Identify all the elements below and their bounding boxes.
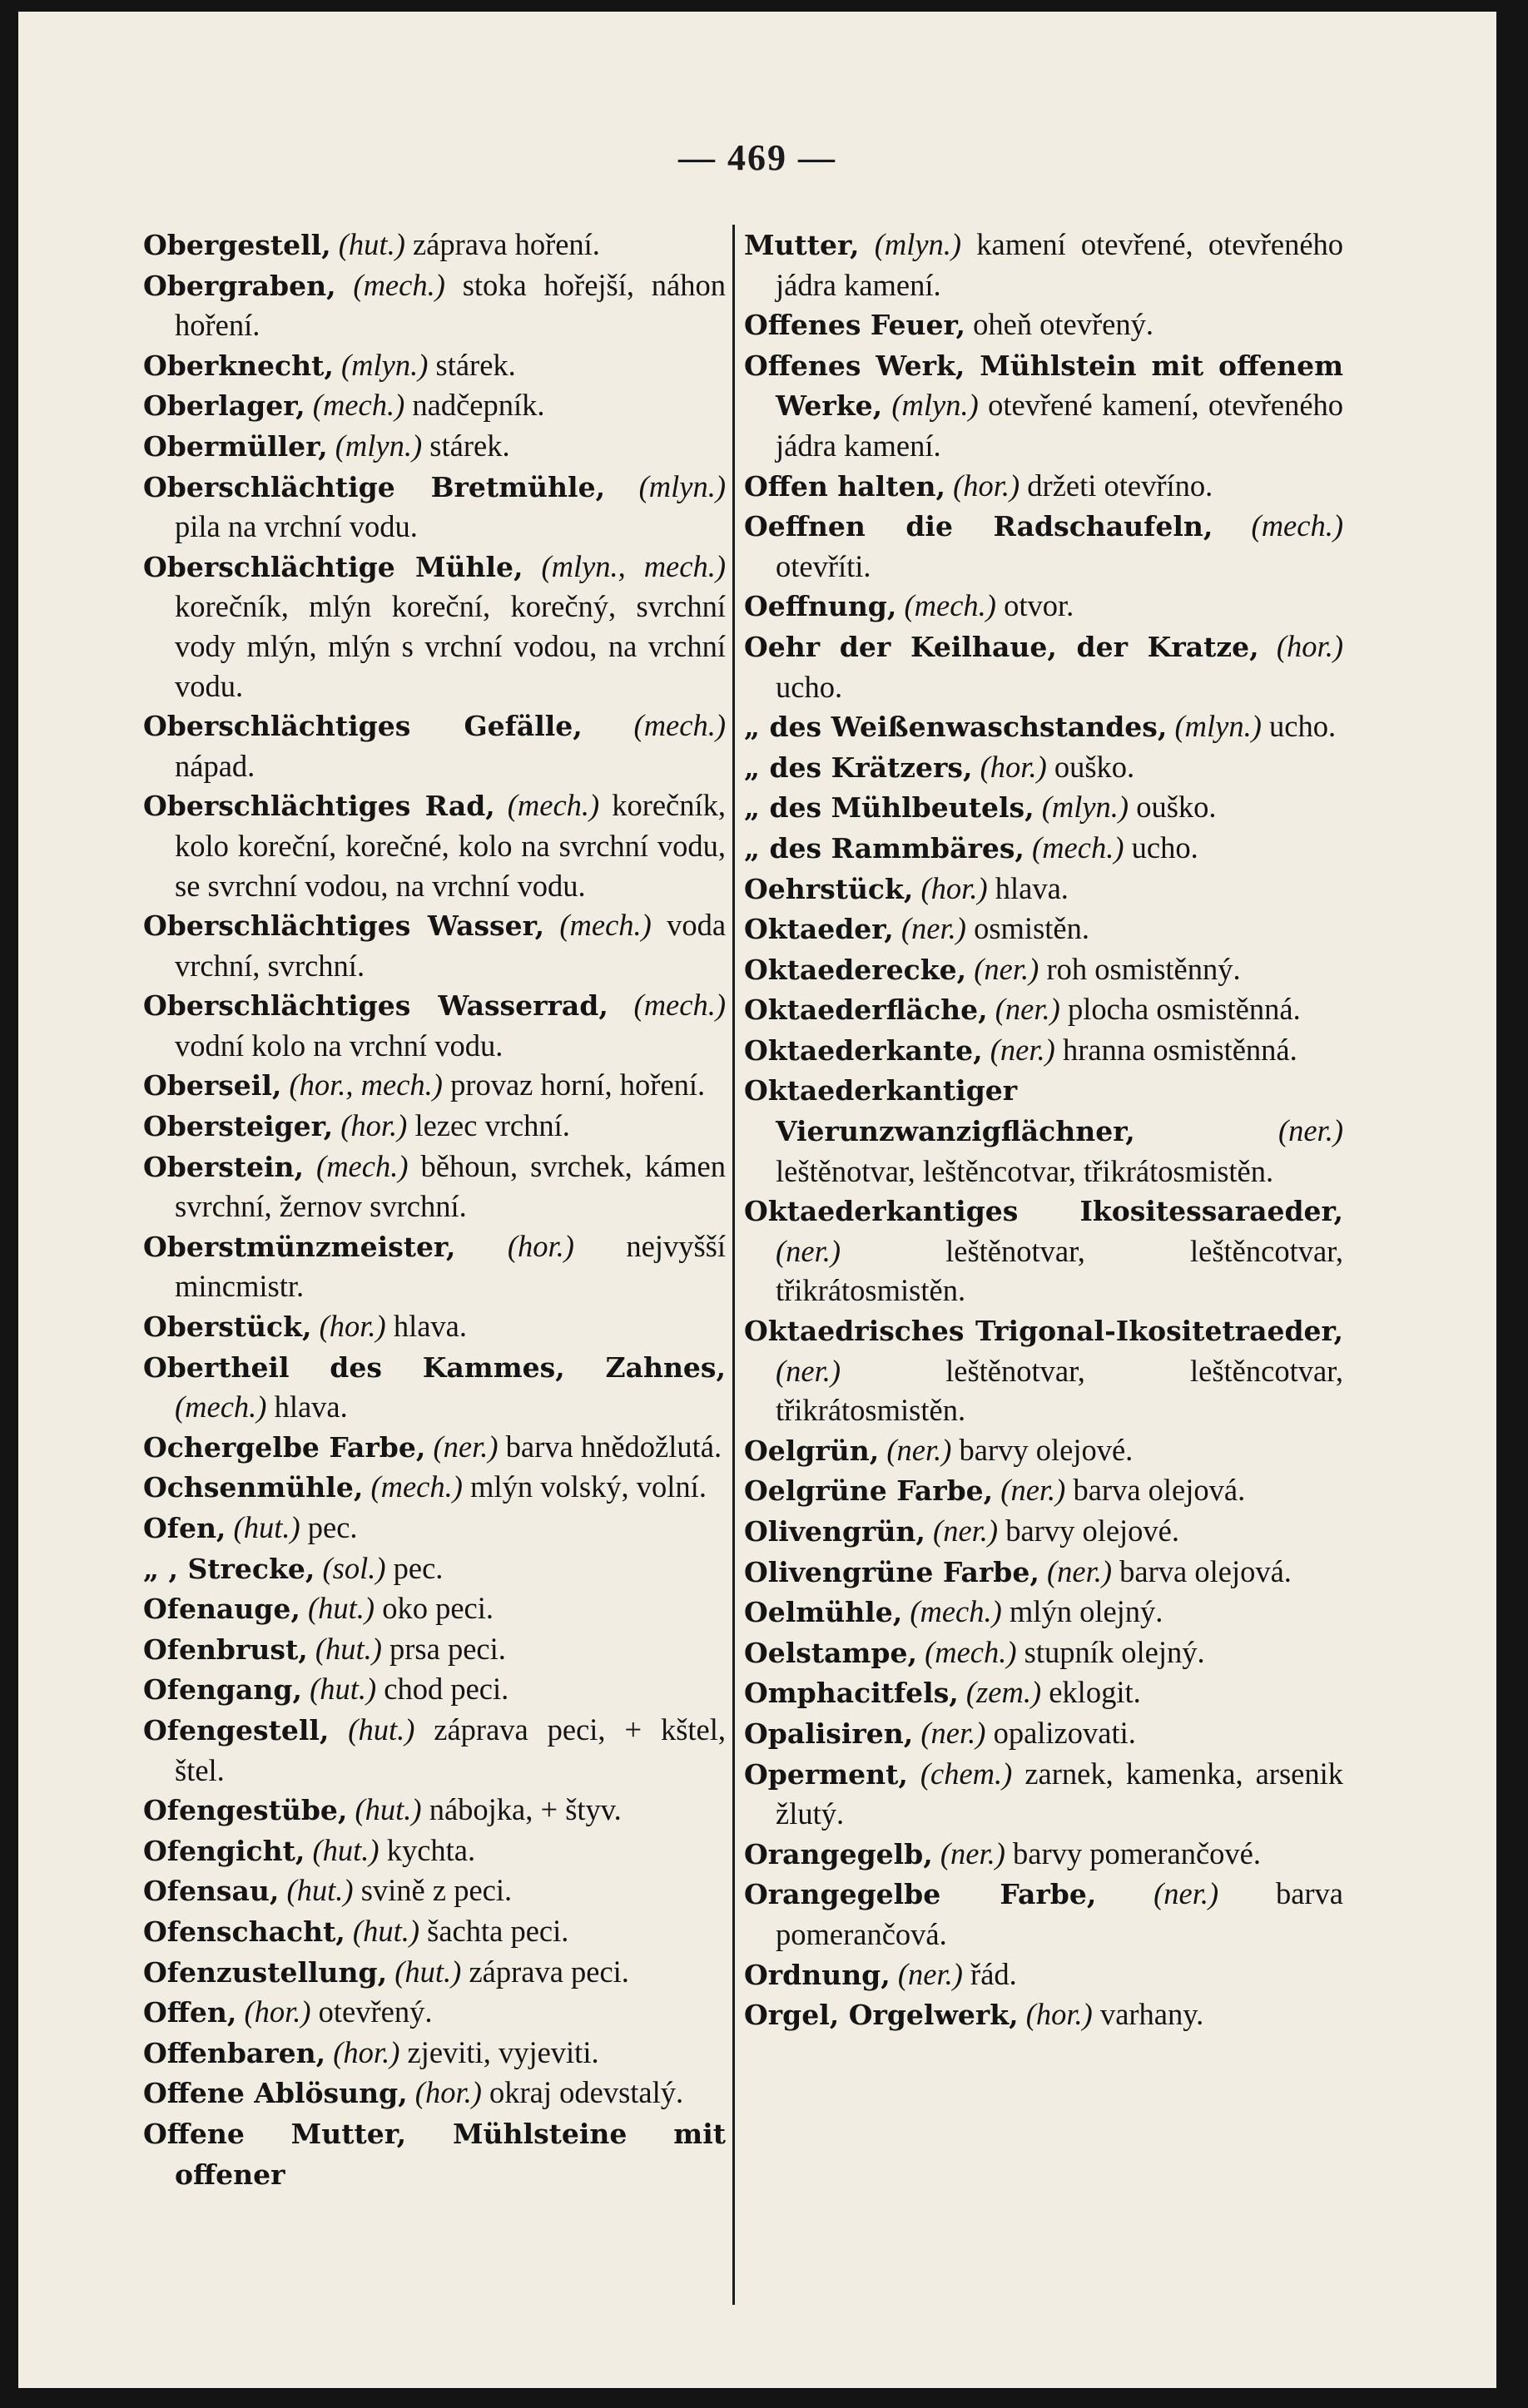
entry-headword: Ofengang, (143, 1673, 302, 1707)
entry-abbreviation: (hut.) (338, 227, 405, 261)
entry-translation: barva pomerančová. (776, 1876, 1344, 1951)
entry (143, 2033, 726, 2074)
entry (744, 627, 1343, 706)
entry (744, 1311, 1343, 1430)
entry-headword: Oehrstück, (744, 872, 914, 905)
entry-translation: vodní kolo na vrchní vodu. (175, 1028, 504, 1063)
entry (143, 1106, 726, 1147)
entry-abbreviation: (ner.) (974, 951, 1039, 986)
entry (744, 305, 1343, 345)
entry-translation: otvor. (1004, 588, 1074, 623)
entry-headword: Offenes Feuer, (744, 309, 965, 342)
entry-headword: Offene Ablösung, (143, 2077, 408, 2110)
entry-abbreviation: (mech.) (904, 588, 996, 623)
entry-abbreviation: (mech.) (370, 1469, 463, 1504)
entry (143, 1870, 726, 1911)
entry (744, 225, 1343, 305)
entry-translation: otevříti. (776, 548, 871, 583)
entry-abbreviation: (mech.) (353, 267, 445, 302)
entry (744, 1874, 1343, 1954)
entry-abbreviation: (hut.) (355, 1792, 422, 1827)
entry-translation: zjeviti, vyjeviti. (407, 2034, 599, 2069)
entry-translation: zarnek, kamenka, arsenik žlutý. (776, 1756, 1344, 1831)
entry (143, 1548, 726, 1589)
entry-translation: leštěnotvar, leštěncotvar, třikrátosmistěn. (776, 1353, 1343, 1428)
entry-translation: opalizovati. (993, 1715, 1136, 1750)
entry-abbreviation: (mech.) (633, 988, 726, 1023)
entry-headword: Mutter, (744, 229, 860, 261)
entry-translation: provaz horní, hoření. (450, 1068, 706, 1102)
entry-translation: oheň otevřený. (973, 307, 1153, 342)
entry (143, 2113, 726, 2194)
entry (744, 828, 1343, 869)
entry-translation: prsa peci. (389, 1631, 506, 1666)
entry-translation: plocha osmistěnná. (1067, 992, 1301, 1027)
entry-headword: Ochergelbe Farbe, (143, 1430, 426, 1464)
entry-translation: kychta. (386, 1832, 476, 1867)
entry-abbreviation: (hut.) (233, 1510, 300, 1544)
entry-translation: záprava peci. (469, 1954, 629, 1989)
entry-translation: otevřený. (318, 1994, 433, 2029)
entry-abbreviation: (zem.) (965, 1675, 1042, 1710)
entry-translation: hlava. (393, 1309, 467, 1344)
entry-translation: leštěnotvar, leštěncotvar, třikrátosmistěn. (776, 1233, 1343, 1308)
entry-abbreviation: (mech.) (559, 908, 652, 943)
entry-abbreviation: (hut.) (394, 1954, 462, 1989)
entry-abbreviation: (hor.) (920, 870, 988, 905)
entry (744, 1552, 1343, 1593)
entry-headword: Oberlager, (143, 389, 305, 423)
entry-translation: barvy olejové. (959, 1432, 1134, 1467)
entry-translation: otevřené kamení, otevřeného jádra kamení. (776, 388, 1344, 463)
entry-headword: Orangegelb, (744, 1837, 933, 1870)
entry-headword: Oberschlächtiges Wasserrad, (143, 989, 608, 1023)
entry-translation: kamení otevřené, otevřeného jádra kamení. (776, 227, 1344, 302)
entry-abbreviation: (hut.) (315, 1631, 382, 1666)
entry (744, 989, 1343, 1030)
left-column (143, 225, 726, 2194)
entry-translation: hlava. (995, 870, 1069, 905)
entry (143, 1508, 726, 1548)
entry-headword: Offen, (143, 1996, 237, 2029)
entry-abbreviation: (mech.) (925, 1634, 1017, 1669)
entry (744, 1191, 1343, 1311)
entry-translation: chod peci. (384, 1672, 509, 1707)
entry-abbreviation: (hut.) (348, 1712, 415, 1747)
entry (143, 1790, 726, 1831)
entry (143, 1588, 726, 1629)
entry-abbreviation: (mlyn.) (874, 227, 962, 261)
entry-translation: stoka hořejší, náhon hoření. (175, 267, 727, 343)
entry-headword: Oelstampe, (744, 1636, 917, 1669)
entry-translation: barva olejová. (1119, 1553, 1292, 1588)
entry (143, 547, 726, 706)
entry (143, 985, 726, 1065)
right-column (744, 225, 1343, 2035)
entry-abbreviation: (hor.) (1276, 628, 1343, 663)
entry-translation: nábojka, + štyv. (429, 1792, 622, 1827)
entry-translation: stárek. (435, 347, 516, 382)
entry-abbreviation: (ner.) (897, 1956, 963, 1991)
entry-translation: barvy olejové. (1005, 1514, 1180, 1548)
entry-abbreviation: (hor., mech.) (289, 1068, 443, 1102)
entry (143, 1710, 726, 1790)
entry-translation: mlýn volský, volní. (470, 1469, 707, 1504)
entry-translation: hranna osmistěnná. (1062, 1032, 1297, 1067)
entry (744, 506, 1343, 586)
entry-abbreviation: (ner.) (900, 911, 966, 946)
entry-headword: Obergraben, (143, 269, 336, 302)
entry-headword: Ordnung, (744, 1958, 891, 1991)
entry-headword: Oktaeder, (744, 913, 894, 946)
entry-abbreviation: (hut.) (310, 1672, 377, 1707)
entry-abbreviation: (mlyn., mech.) (541, 548, 726, 583)
entry-headword: Oberschlächtige Bretmühle, (143, 470, 606, 503)
entry (744, 345, 1343, 466)
entry-headword: Olivengrün, (744, 1515, 925, 1548)
entry (744, 1470, 1343, 1511)
entry-abbreviation: (mech.) (1032, 830, 1124, 865)
entry-headword: Oberschlächtige Mühle, (143, 550, 523, 583)
entry-abbreviation: (hor.) (414, 2075, 482, 2110)
entry-abbreviation: (hut.) (286, 1873, 354, 1908)
entry-translation: ucho. (1131, 830, 1198, 865)
entry-translation: běhoun, svrchek, kámen svrchní, žernov svrchní. (175, 1148, 726, 1224)
entry (143, 1147, 726, 1226)
entry-translation: pec. (393, 1550, 444, 1585)
entry-abbreviation: (hor.) (953, 468, 1020, 503)
entry-translation: nápad. (175, 748, 255, 783)
entry-headword: Oberstein, (143, 1150, 305, 1183)
entry-abbreviation: (mlyn.) (1174, 709, 1262, 744)
entry-headword: Oelmühle, (744, 1596, 903, 1629)
entry (744, 706, 1343, 747)
entry-abbreviation: (mech.) (507, 788, 600, 823)
entry-translation: šachta peci. (427, 1913, 569, 1948)
entry (143, 905, 726, 985)
entry-translation: řád. (970, 1956, 1017, 1991)
entry-headword: Oktaederkantiger Vierunzwanzigflächner, (744, 1074, 1135, 1148)
entry (744, 1955, 1343, 1995)
entry (744, 1030, 1343, 1071)
entry-abbreviation: (ner.) (776, 1233, 841, 1268)
entry-translation: korečník, kolo koreční, korečné, kolo na svrchní vodu, se svrchní vodou, na vrchní vodu. (175, 788, 727, 903)
entry-translation: oko peci. (382, 1591, 494, 1626)
entry-translation: nadčepník. (412, 388, 545, 423)
entry (744, 1754, 1343, 1834)
entry-headword: Ochsenmühle, (143, 1471, 364, 1504)
entry-translation: lezec vrchní. (414, 1108, 570, 1143)
entry-headword: Omphacitfels, (744, 1677, 959, 1710)
entry-headword: Olivengrüne Farbe, (744, 1555, 1039, 1588)
entry-headword: Oktaederkante, (744, 1033, 983, 1067)
entry (744, 1713, 1343, 1754)
entry-headword: Oberknecht, (143, 349, 334, 382)
entry (143, 385, 726, 426)
entry-abbreviation: (sol.) (322, 1550, 386, 1585)
entry-headword: Oeffnen die Radschaufeln, (744, 510, 1213, 543)
entry (143, 1065, 726, 1106)
entry-headword: Oberstück, (143, 1311, 312, 1344)
entry-headword: Oberseil, (143, 1069, 282, 1102)
entry-translation: stárek. (429, 428, 510, 463)
entry-translation: eklogit. (1049, 1675, 1141, 1710)
entry (143, 1347, 726, 1427)
entry-headword: Ofenauge, (143, 1593, 300, 1626)
entry-headword: Ofengestell, (143, 1713, 330, 1747)
entry (143, 1226, 726, 1306)
entry (744, 1994, 1343, 2035)
entry-headword: Obertheil des Kammes, Zahnes, (143, 1350, 726, 1384)
entry-translation: pila na vrchní vodu. (175, 509, 418, 544)
entry-abbreviation: (chem.) (920, 1756, 1013, 1791)
entry (744, 909, 1343, 949)
entry (143, 467, 726, 547)
page-number: — 469 — (678, 137, 836, 178)
entry (744, 466, 1343, 507)
entry-headword: Oberschlächtiges Gefälle, (143, 710, 583, 743)
entry-headword: „ , Strecke, (143, 1552, 315, 1585)
entry-abbreviation: (mech.) (1251, 508, 1343, 543)
entry-translation: mlýn olejný. (1009, 1594, 1163, 1629)
entry-abbreviation: (ner.) (940, 1836, 1005, 1870)
entry-abbreviation: (hor.) (1025, 1997, 1093, 2032)
entry-abbreviation: (hut.) (308, 1591, 375, 1626)
entry-headword: Offenbaren, (143, 2036, 326, 2069)
entry-abbreviation: (ner.) (933, 1514, 999, 1548)
entry-abbreviation: (mlyn.) (341, 347, 429, 382)
entry-translation: varhany. (1099, 1997, 1204, 2032)
entry-headword: Oberschlächtiges Wasser, (143, 909, 545, 943)
entry-translation: korečník, mlýn koreční, korečný, svrchní vody mlýn, mlýn s vrchní vodou, na vrchní vodu. (175, 589, 726, 703)
entry-headword: Oehr der Keilhaue, der Kratze, (744, 630, 1259, 663)
entry-abbreviation: (hor.) (340, 1108, 408, 1143)
entry-abbreviation: (mlyn.) (335, 428, 423, 463)
entry (143, 1427, 726, 1468)
entry-translation: stupník olejný. (1024, 1634, 1205, 1669)
entry (143, 1306, 726, 1347)
entry-abbreviation: (hut.) (312, 1832, 380, 1867)
entry-headword: Oktaederkantiges Ikositessaraeder, (744, 1195, 1343, 1228)
entry-translation: záprava peci, + kštel, štel. (175, 1712, 727, 1787)
entry-abbreviation: (mlyn.) (638, 468, 727, 503)
entry (744, 1592, 1343, 1633)
entry-translation: barvy pomerančové. (1013, 1836, 1261, 1870)
entry (744, 1672, 1343, 1713)
entry-abbreviation: (mlyn.) (891, 388, 979, 423)
entry-translation: okraj odevstalý. (489, 2075, 684, 2110)
entry-headword: Ofenzustellung, (143, 1955, 388, 1989)
entry-headword: Oktaedrisches Trigonal-Ikositetraeder, (744, 1315, 1343, 1348)
entry-headword: Opalisiren, (744, 1717, 914, 1750)
entry-abbreviation: (mech.) (316, 1148, 409, 1183)
entry-abbreviation: (ner.) (886, 1432, 952, 1467)
entry (744, 869, 1343, 909)
entry-headword: Obermüller, (143, 429, 328, 463)
entry-abbreviation: (ner.) (920, 1715, 986, 1750)
entry-headword: Obersteiger, (143, 1110, 334, 1143)
entry-headword: „ des Mühlbeutels, (744, 791, 1034, 825)
entry (744, 1511, 1343, 1552)
entry-headword: Offen halten, (744, 469, 945, 503)
entry (143, 706, 726, 785)
entry (744, 949, 1343, 990)
entry-headword: „ des Krätzers, (744, 751, 973, 784)
entry-abbreviation: (mech.) (633, 708, 726, 743)
entry (143, 1952, 726, 1993)
entry-abbreviation: (hut.) (352, 1913, 419, 1948)
entry (744, 747, 1343, 788)
entry (143, 1669, 726, 1710)
entry-headword: „ des Weißenwaschstandes, (744, 711, 1168, 744)
entry-translation: osmistěn. (974, 911, 1089, 946)
entry-abbreviation: (hor.) (980, 749, 1047, 784)
entry-translation: ouško. (1136, 790, 1217, 825)
entry (143, 785, 726, 905)
entry-translation: hlava. (274, 1390, 348, 1424)
entry-abbreviation: (mech.) (312, 388, 405, 423)
entry (143, 1831, 726, 1871)
entry-abbreviation: (mech.) (175, 1390, 267, 1424)
entry-translation: roh osmistěnný. (1046, 951, 1241, 986)
entry-abbreviation: (ner.) (995, 992, 1060, 1027)
entry-abbreviation: (hor.) (507, 1228, 574, 1263)
entry (143, 1467, 726, 1508)
entry (744, 1430, 1343, 1471)
entry-headword: Ofensau, (143, 1875, 280, 1908)
entry-headword: Oberstmünzmeister, (143, 1230, 456, 1263)
entry-translation: leštěnotvar, leštěncotvar, třikrátosmistěn. (776, 1153, 1274, 1188)
entry-translation: držeti otevříno. (1027, 468, 1213, 503)
entry-headword: Ofengestübe, (143, 1794, 348, 1827)
entry-translation: barva olejová. (1073, 1473, 1246, 1508)
entry-translation: voda vrchní, svrchní. (175, 908, 727, 983)
entry-headword: Operment, (744, 1757, 908, 1791)
entry-abbreviation: (mlyn.) (1041, 790, 1129, 825)
entry-translation: pec. (307, 1510, 358, 1544)
entry (143, 225, 726, 265)
entry-translation: ucho. (776, 669, 843, 704)
entry (143, 1911, 726, 1952)
column-divider (732, 225, 735, 2305)
entry-abbreviation: (ner.) (1000, 1473, 1066, 1508)
entry-headword: Oeffnung, (744, 590, 897, 623)
entry-headword: Oktaederecke, (744, 953, 967, 986)
entry-headword: „ des Rammbäres, (744, 831, 1024, 865)
entry-headword: Offene Mutter, Mühlsteine mit offener (143, 2117, 726, 2191)
entry-headword: Oberschlächtiges Rad, (143, 790, 495, 823)
entry-headword: Ofenschacht, (143, 1915, 345, 1948)
entry-translation: svině z peci. (360, 1873, 513, 1908)
entry-translation: nejvyšší mincmistr. (175, 1228, 727, 1304)
entry (143, 265, 726, 345)
entry-headword: Ofenbrust, (143, 1633, 308, 1666)
entry-translation: barva hnědožlutá. (505, 1429, 722, 1464)
entry-headword: Ofengicht, (143, 1834, 305, 1867)
entry-abbreviation: (hor.) (244, 1994, 311, 2029)
entry (143, 2073, 726, 2113)
entry-abbreviation: (hor.) (319, 1309, 386, 1344)
entry (744, 787, 1343, 828)
entry-abbreviation: (ner.) (776, 1353, 841, 1388)
entry-abbreviation: (ner.) (433, 1429, 499, 1464)
entry-abbreviation: (ner.) (1047, 1553, 1113, 1588)
dictionary-page (18, 12, 1496, 2388)
entry-headword: Orangegelbe Farbe, (744, 1878, 1097, 1911)
entry-headword: Oelgrüne Farbe, (744, 1474, 994, 1508)
entry (744, 586, 1343, 627)
entry (744, 1070, 1343, 1191)
entry (143, 1629, 726, 1670)
entry-abbreviation: (mech.) (910, 1594, 1002, 1629)
entry-headword: Obergestell, (143, 229, 331, 261)
entry-abbreviation: (ner.) (1153, 1876, 1219, 1911)
entry-headword: Orgel, Orgelwerk, (744, 1999, 1019, 2032)
entry-abbreviation: (ner.) (990, 1032, 1055, 1067)
entry-translation: záprava hoření. (412, 227, 600, 261)
entry (143, 426, 726, 467)
entry-headword: Oktaederfläche, (744, 993, 988, 1027)
entry-translation: ouško. (1054, 749, 1135, 784)
entry-headword: Offenes Werk, Mühlstein mit offenem Werke, (744, 349, 1343, 423)
entry (143, 345, 726, 386)
entry-abbreviation: (ner.) (1277, 1113, 1343, 1148)
entry-translation: ucho. (1269, 709, 1337, 744)
entry-headword: Ofen, (143, 1512, 226, 1544)
entry (744, 1834, 1343, 1875)
entry-abbreviation: (hor.) (333, 2034, 400, 2069)
entry (744, 1633, 1343, 1673)
entry (143, 1992, 726, 2033)
entry-headword: Oelgrün, (744, 1434, 880, 1467)
